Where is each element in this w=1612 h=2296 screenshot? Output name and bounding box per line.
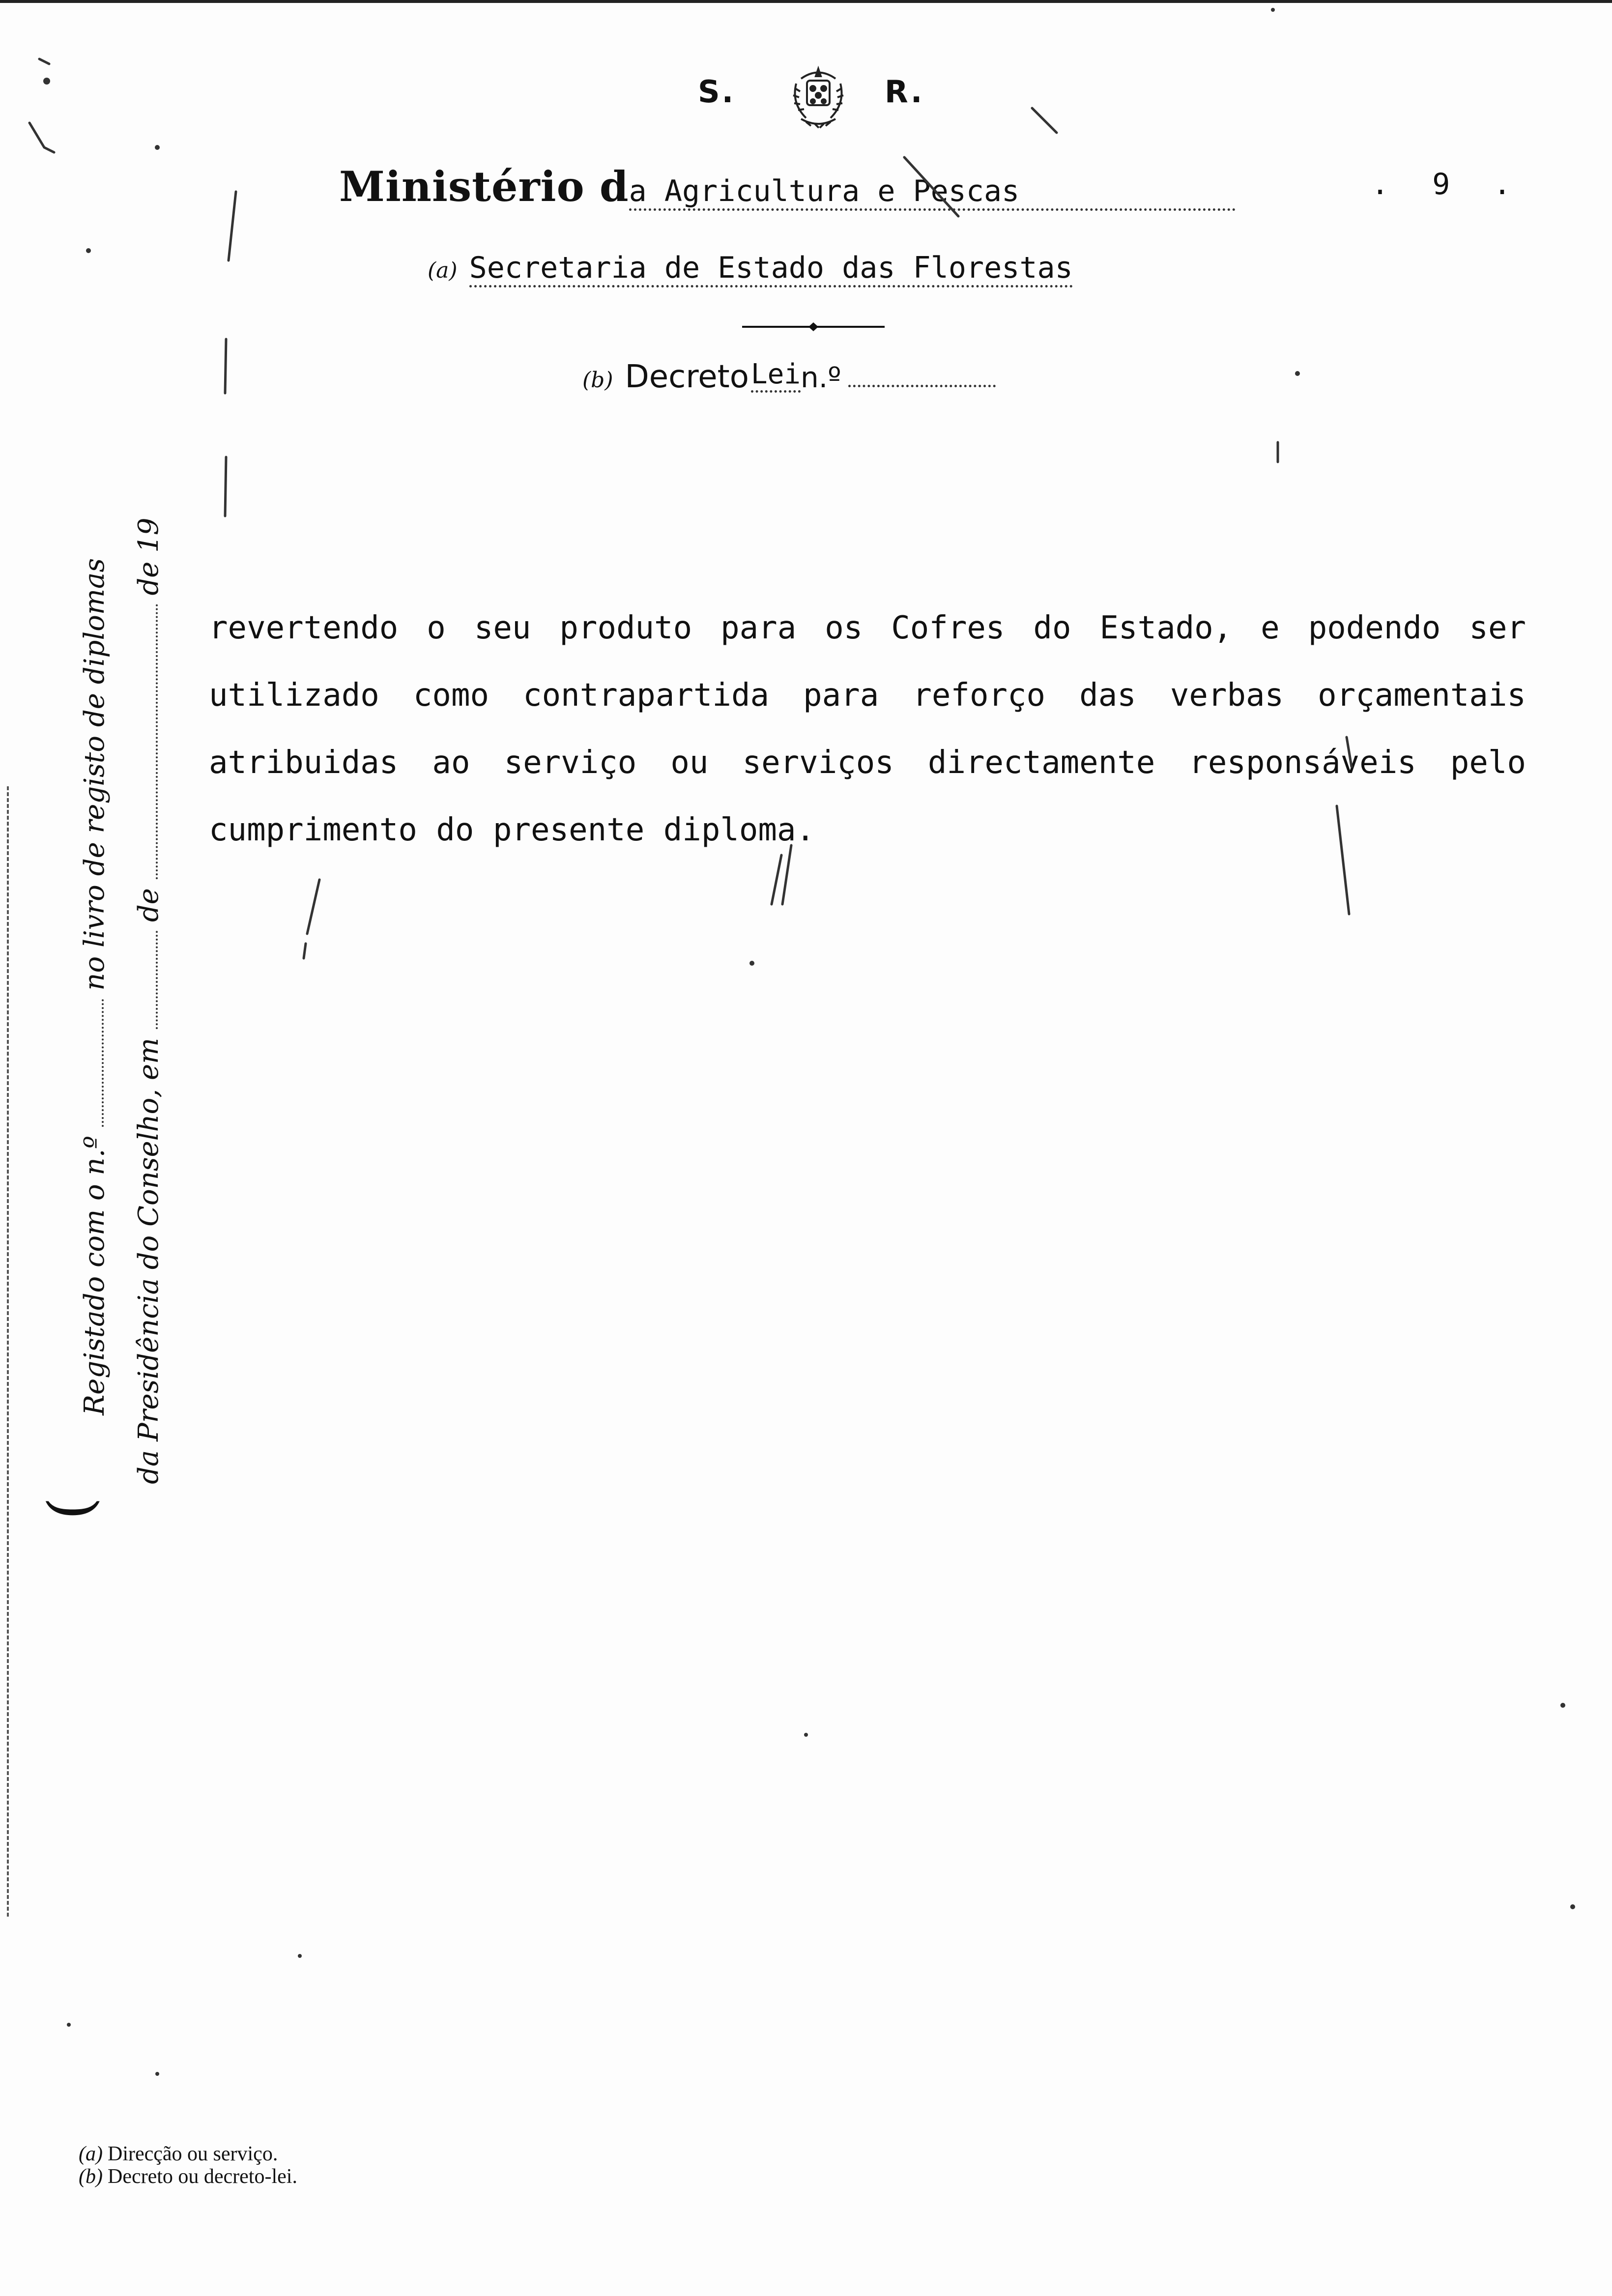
ministry-label: Ministério d <box>339 162 629 211</box>
footnote-b-marker: (b) <box>79 2165 103 2188</box>
register-month-field <box>136 604 158 879</box>
footnote-b-text: Decreto ou decreto-lei. <box>107 2165 297 2188</box>
register-month-label: de <box>133 888 165 922</box>
ministry-line <box>339 162 1420 221</box>
footnote-a-text: Direcção ou serviço. <box>107 2143 278 2165</box>
register-number-label: Registado com o n.º <box>79 1136 111 1415</box>
secretaria-marker: (a) <box>428 258 458 283</box>
margin-bracket: ( <box>36 1497 105 1520</box>
secretaria-value: Secretaria de Estado das Florestas <box>469 251 1073 287</box>
ministry-value: a Agricultura e Pescas <box>629 174 1236 211</box>
sr-left-letter: S. <box>698 74 736 110</box>
ornament-divider <box>742 322 885 332</box>
decreto-marker: (b) <box>582 368 613 393</box>
body-line-4: cumprimento do presente diploma. <box>209 812 815 848</box>
register-line-1 <box>79 558 111 1415</box>
sr-right-letter: R. <box>885 74 924 110</box>
decreto-label: Decreto <box>625 359 749 395</box>
decreto-number-label: n.º <box>801 361 841 394</box>
page-number: . 9 . <box>1371 167 1524 201</box>
register-day-field <box>136 931 158 1029</box>
footnote-a <box>79 2143 297 2165</box>
footnote-b <box>79 2165 297 2188</box>
body-text <box>209 595 1526 864</box>
footnote-a-marker: (a) <box>79 2143 103 2165</box>
decreto-type: Lei <box>751 358 801 393</box>
register-book-label: no livro <box>79 885 111 991</box>
register-number-field <box>82 999 104 1127</box>
register-year-label: de 19 <box>133 517 165 596</box>
register-book-suffix: de registo de diplomas <box>79 558 111 876</box>
body-line-1: revertendo o seu produto para os Cofres do Estado, e podendo ser <box>209 610 1526 646</box>
secretaria-line <box>428 251 1073 285</box>
decreto-line <box>582 359 996 395</box>
register-presidency-label: da Presidência do Conselho, em <box>133 1037 165 1484</box>
margin-register <box>59 517 172 1504</box>
decreto-number-field <box>848 385 996 387</box>
body-line-2: utilizado como contrapartida para reforço das verbas orçamentais <box>209 677 1526 714</box>
left-perforation-edge <box>7 786 11 1917</box>
state-header <box>693 64 949 138</box>
body-line-3: atribuidas ao serviço ou serviços directamente responsáveis pelo <box>209 745 1526 781</box>
footnotes <box>79 2143 297 2188</box>
top-border <box>0 0 1612 3</box>
coat-of-arms-icon <box>781 64 855 133</box>
register-line-2 <box>133 518 165 1485</box>
